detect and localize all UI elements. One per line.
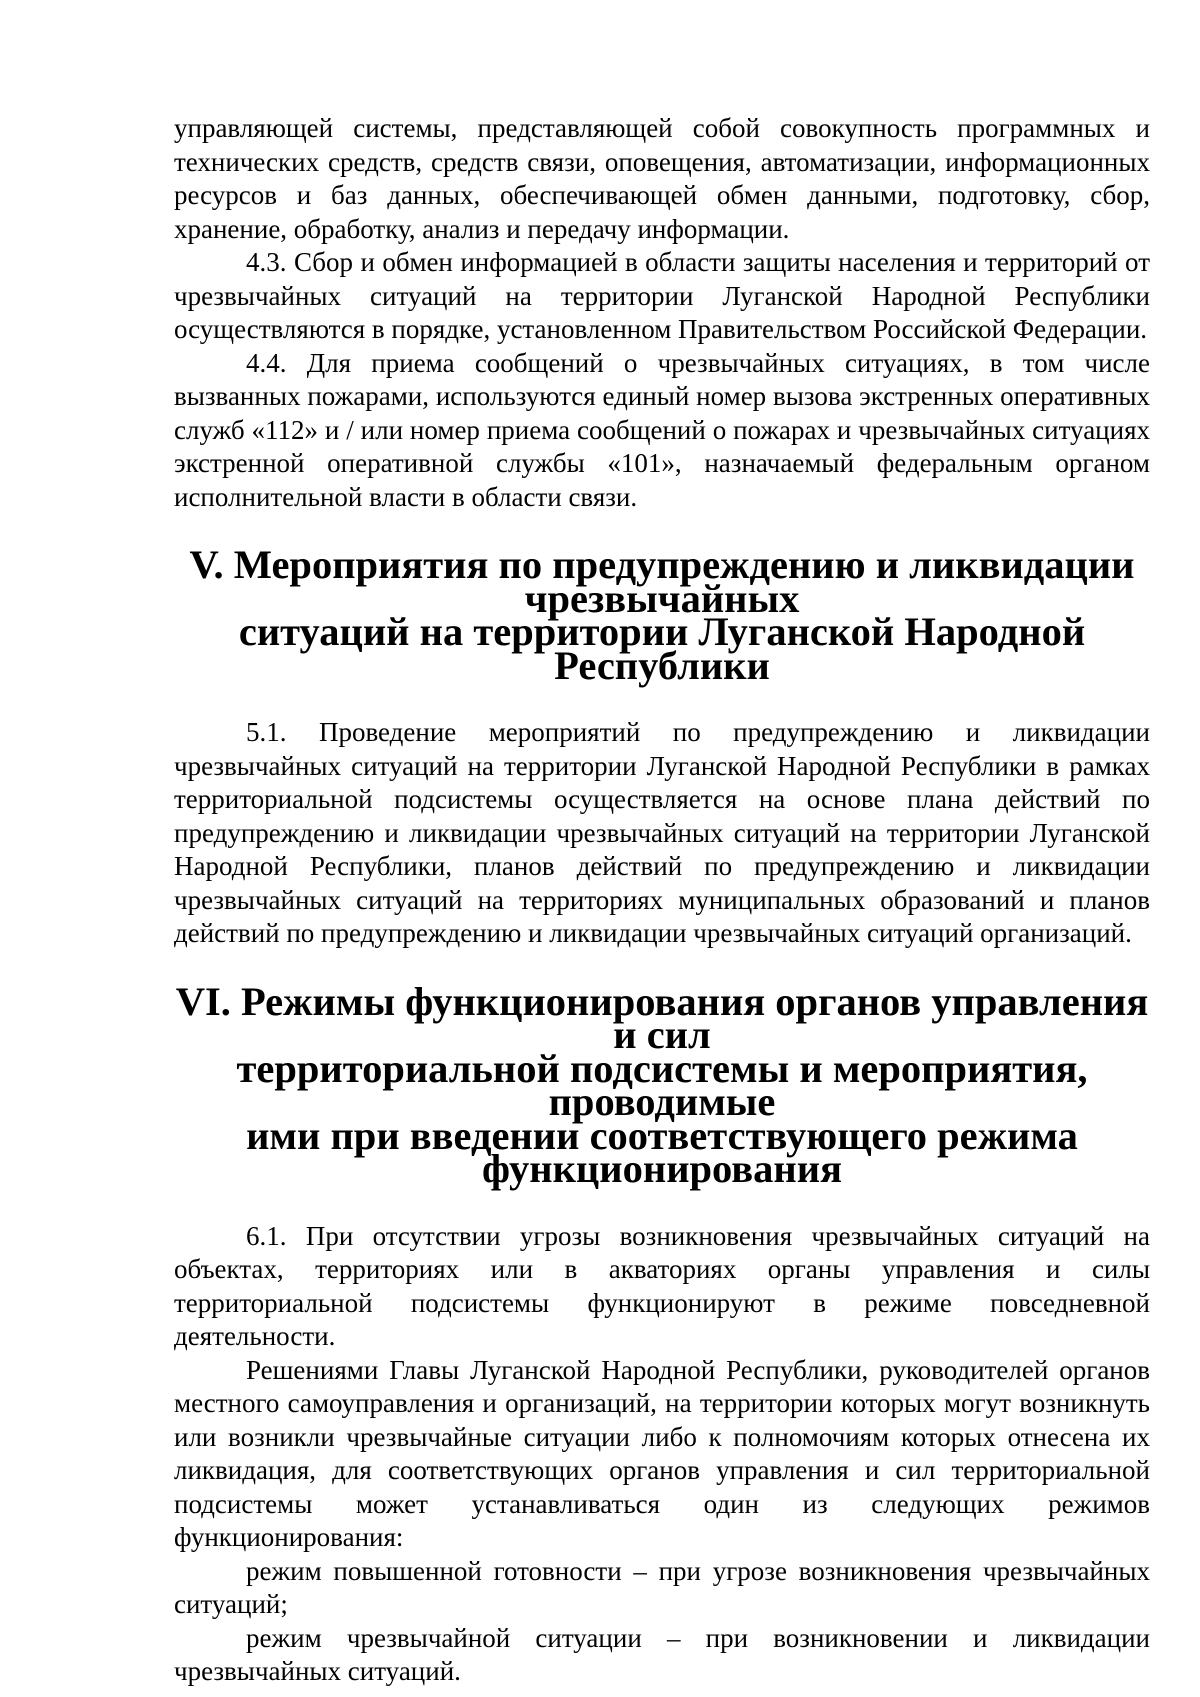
- section-6-heading-line-1: VI. Режимы функционирования органов управления и сил: [175, 978, 1149, 1057]
- section-5-heading-line-2: ситуаций на территории Луганской Народной Республики: [238, 609, 1086, 688]
- paragraph-mode-emergency: режим чрезвычайной ситуации – при возникновении и ликвидации чрезвычайных ситуаций.: [174, 1622, 1150, 1686]
- section-6-heading-line-3: ими при введении соответствующего режима функционирования: [246, 1112, 1078, 1191]
- continuation-paragraph: управляющей системы, представляющей собой совокупность программных и технических средств, средств связи, оповещения, автоматизации, информационных ресурсов и баз данных, обеспечивающей обмен данными, подготовку, сбор, хранение, обработку, анализ и передачу информации.: [174, 113, 1150, 244]
- document-page: [174, 112, 1150, 1689]
- paragraph-decisions: Решениями Главы Луганской Народной Республики, руководителей органов местного самоуправления и организаций, на территории которых могут возникнуть или возникли чрезвычайные ситуации либо к полномочиям которых отнесена их ликвидация, для соответствующих органов управления и сил территориальной подсистемы может устанавливаться один из следующих режимов функционирования:: [174, 1354, 1150, 1552]
- section-5-heading: [174, 542, 1150, 688]
- paragraph-6-1: 6.1. При отсутствии угрозы возникновения чрезвычайных ситуаций на объектах, территориях или в акваториях органы управления и силы территориальной подсистемы функционируют в режиме повседневной деятельности.: [174, 1220, 1150, 1351]
- section-5-heading-line-1: V. Мероприятия по предупреждению и ликвидации чрезвычайных: [189, 542, 1135, 621]
- paragraph-4-3: 4.3. Сбор и обмен информацией в области защиты населения и территорий от чрезвычайных ситуаций на территории Луганской Народной Республики осуществляются в порядке, установленном Правительством Российской Федерации.: [174, 247, 1150, 344]
- paragraph-5-1: 5.1. Проведение мероприятий по предупреждению и ликвидации чрезвычайных ситуаций на территории Луганской Народной Республики в рамках территориальной подсистемы осуществляется на основе плана действий по предупреждению и ликвидации чрезвычайных ситуаций на территории Луганской Народной Республики, планов действий по предупреждению и ликвидации чрезвычайных ситуаций на территориях муниципальных образований и планов действий по предупреждению и ликвидации чрезвычайных ситуаций организаций.: [174, 717, 1150, 948]
- paragraph-mode-readiness: режим повышенной готовности – при угрозе возникновения чрезвычайных ситуаций;: [174, 1555, 1150, 1619]
- section-6-heading-line-2: территориальной подсистемы и мероприятия, проводимые: [236, 1045, 1088, 1124]
- paragraph-4-4: 4.4. Для приема сообщений о чрезвычайных ситуациях, в том числе вызванных пожарами, используются единый номер вызова экстренных оперативных служб «112» и / или номер приема сообщений о пожарах и чрезвычайных ситуациях экстренной оперативной службы «101», назначаемый федеральным органом исполнительной власти в области связи.: [174, 347, 1150, 512]
- section-6-heading: [174, 978, 1150, 1191]
